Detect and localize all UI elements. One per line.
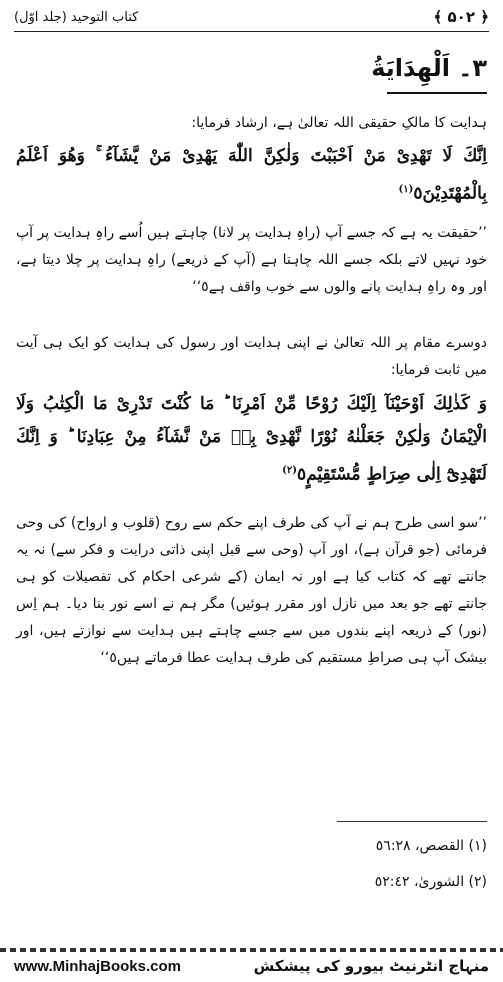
header-divider xyxy=(14,31,489,32)
footnote-divider xyxy=(337,821,487,822)
book-title: کتاب التوحید (جلد اوّل) xyxy=(14,9,139,25)
intro-paragraph: ہدایت کا مالکِ حقیقی اللہ تعالیٰ ہے، ارشاد فرمایا: xyxy=(191,115,487,131)
quran-verse-1-text: اِنَّكَ لَا تَهْدِیْ مَنْ اَحْبَبْتَ وَلٰكِنَّ اللّٰهَ یَهْدِیْ مَنْ یَّشَآءُ ۚ وَهُوَ اَعْلَمُ بِالْمُهْتَدِیْنَ٥ xyxy=(16,146,487,204)
translation-2: ’’سو اسی طرح ہم نے آپ کی طرف اپنے حکم سے روح (قلوب و ارواح) کی وحی فرمائی (جو قرآن ہے)، اور آپ (وحی سے قبل اپنی ذاتی درایت و فکر سے) نہ یہ جانتے تھے کہ کتاب کیا ہے اور نہ ایمان (کے شرعی احکام کی تفصیلات کو ہی جانتے تھے جو بعد میں نازل اور مقرر ہوئیں) مگر ہم نے اسے نور بنا دیا۔ ہم اِس (نور) کے ذریعہ اپنے بندوں میں سے جسے چاہتے ہیں ہدایت سے نوازتے ہیں، اور بیشک آپ ہی صراطِ مستقیم کی طرف ہدایت عطا فرماتے ہیں٥‘‘ xyxy=(16,515,487,666)
footnote-1: (١) القصص، ٥٦:٢٨ xyxy=(375,838,487,854)
page-number: ﴿ ۵۰۲ ﴾ xyxy=(433,8,489,26)
quran-verse-2 xyxy=(16,388,487,492)
translation-1: ’’حقیقت یہ ہے کہ جسے آپ (راہِ ہدایت پر لانا) چاہتے ہیں اُسے راہِ ہدایت پر آپ خود نہیں لاتے بلکہ جسے اللہ چاہتا ہے (آپ کے ذریعے) راہِ ہدایت پر چلا دیتا ہے، اور وہ راہِ ہدایت پانے والوں سے خوب واقف ہے٥‘‘ xyxy=(16,225,487,295)
section-title: ٣۔ اَلْهِدَايَةُ xyxy=(371,54,487,82)
footnote-marker-2[interactable]: (٢) xyxy=(282,465,297,476)
footnote-2: (٢) الشوریٰ، ٥٢:٤٢ xyxy=(374,874,487,890)
intro-paragraph-2: دوسرے مقام پر اللہ تعالیٰ نے اپنی ہدایت اور رسول کی ہدایت کو ایک ہی آیت میں ثابت فرمایا: xyxy=(16,335,487,378)
section-title-underline xyxy=(387,92,487,94)
page-footer xyxy=(14,955,489,977)
publisher-credit: منہاج انٹرنیٹ بیورو کی پیشکش xyxy=(253,957,489,975)
footnote-marker-1[interactable]: (١) xyxy=(398,184,414,195)
website-link[interactable]: www.MinhajBooks.com xyxy=(14,957,181,975)
quran-verse-2-text: وَ كَذٰلِكَ اَوْحَیْنَآ اِلَیْكَ رُوْحًا مِّنْ اَمْرِنَا ؕ مَا كُنْتَ تَدْرِیْ مَا الْكِتٰبُ وَلَا الْاِیْمَانُ وَلٰكِنْ جَعَلْنٰهُ نُوْرًا نَّهْدِیْ بِهٖ مَنْ نَّشَآءُ مِنْ عِبَادِنَا ؕ وَ اِنَّكَ لَتَهْدِیْٓ اِلٰی صِرَاطٍ مُّسْتَقِیْمٍ٥ xyxy=(16,394,487,485)
footer-divider xyxy=(0,948,503,952)
page-header xyxy=(14,6,489,28)
quran-verse-1 xyxy=(16,140,487,211)
